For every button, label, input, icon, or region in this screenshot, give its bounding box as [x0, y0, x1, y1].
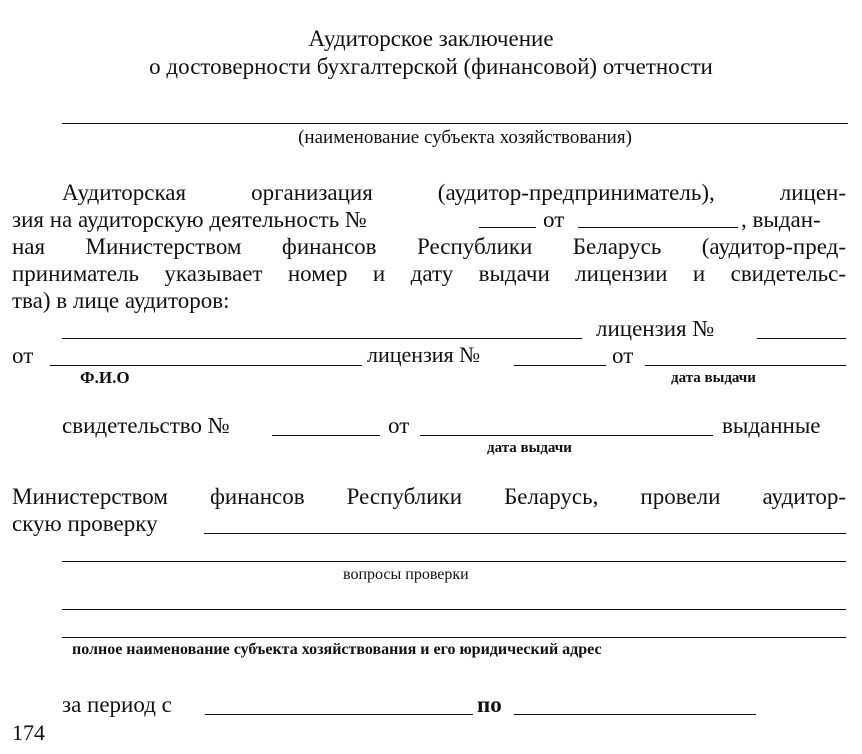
title-line-2: о достоверности бухгалтерской (финансовой) отчетности [149, 54, 713, 79]
auditor2-license-label: лицензия № [367, 342, 481, 367]
certificate-from-label: от [388, 413, 410, 438]
intro-line-1: Аудиторская организация (аудитор-предприниматель), лицен- [62, 180, 846, 205]
intro-line-2c: , выдан- [741, 207, 821, 232]
auditor1-name-field[interactable] [62, 338, 582, 339]
license-date-field[interactable] [578, 227, 738, 228]
period-from-field[interactable] [205, 714, 473, 715]
intro-line-5: тва) в лице аудиторов: [12, 288, 230, 313]
page-number: 174 [12, 720, 45, 745]
certificate-date-field[interactable] [420, 435, 713, 436]
ministry-line-2: скую проверку [12, 511, 158, 536]
period-to-field[interactable] [514, 714, 756, 715]
certificate-number-field[interactable] [272, 435, 380, 436]
auditor2-date-field[interactable] [645, 365, 846, 366]
audit-scope-field[interactable] [204, 533, 846, 534]
period-from-label: за период с [62, 692, 172, 717]
entity-name-field-2[interactable] [62, 637, 846, 638]
questions-caption: вопросы проверки [343, 566, 469, 583]
entity-caption: полное наименование субъекта хозяйствования и его юридический адрес [72, 641, 602, 658]
auditor2-date-caption: дата выдачи [671, 370, 756, 386]
intro-line-2b: от [543, 207, 565, 232]
certificate-label: свидетельство № [62, 413, 230, 438]
license-number-field[interactable] [479, 227, 536, 228]
issued-label: выданные [722, 413, 821, 438]
period-to-label: по [477, 692, 502, 717]
ministry-line-1: Министерством финансов Республики Беларусь, провели аудитор- [12, 484, 846, 509]
entity-name-field-1[interactable] [62, 609, 846, 610]
auditor1-license-label: лицензия № [596, 316, 715, 341]
auditor2-name-field[interactable] [50, 365, 362, 366]
subject-name-caption: (наименование субъекта хозяйствования) [298, 127, 632, 148]
intro-line-3: ная Министерством финансов Республики Беларусь (аудитор-пред- [12, 234, 846, 259]
certificate-date-caption: дата выдачи [487, 440, 572, 456]
subject-name-line[interactable] [62, 123, 848, 124]
intro-line-2a: зия на аудиторскую деятельность № [12, 207, 367, 232]
auditor2-from-label: от [12, 343, 34, 368]
title-line-1: Аудиторское заключение [308, 26, 554, 51]
intro-line-4: приниматель указывает номер и дату выдачи лицензии и свидетельс- [12, 261, 846, 286]
auditor1-license-field[interactable] [757, 338, 846, 339]
questions-field[interactable] [62, 561, 846, 562]
fio-caption: Ф.И.О [80, 368, 130, 387]
auditor2-date-from-label: от [612, 343, 634, 368]
auditor2-license-field[interactable] [514, 365, 606, 366]
